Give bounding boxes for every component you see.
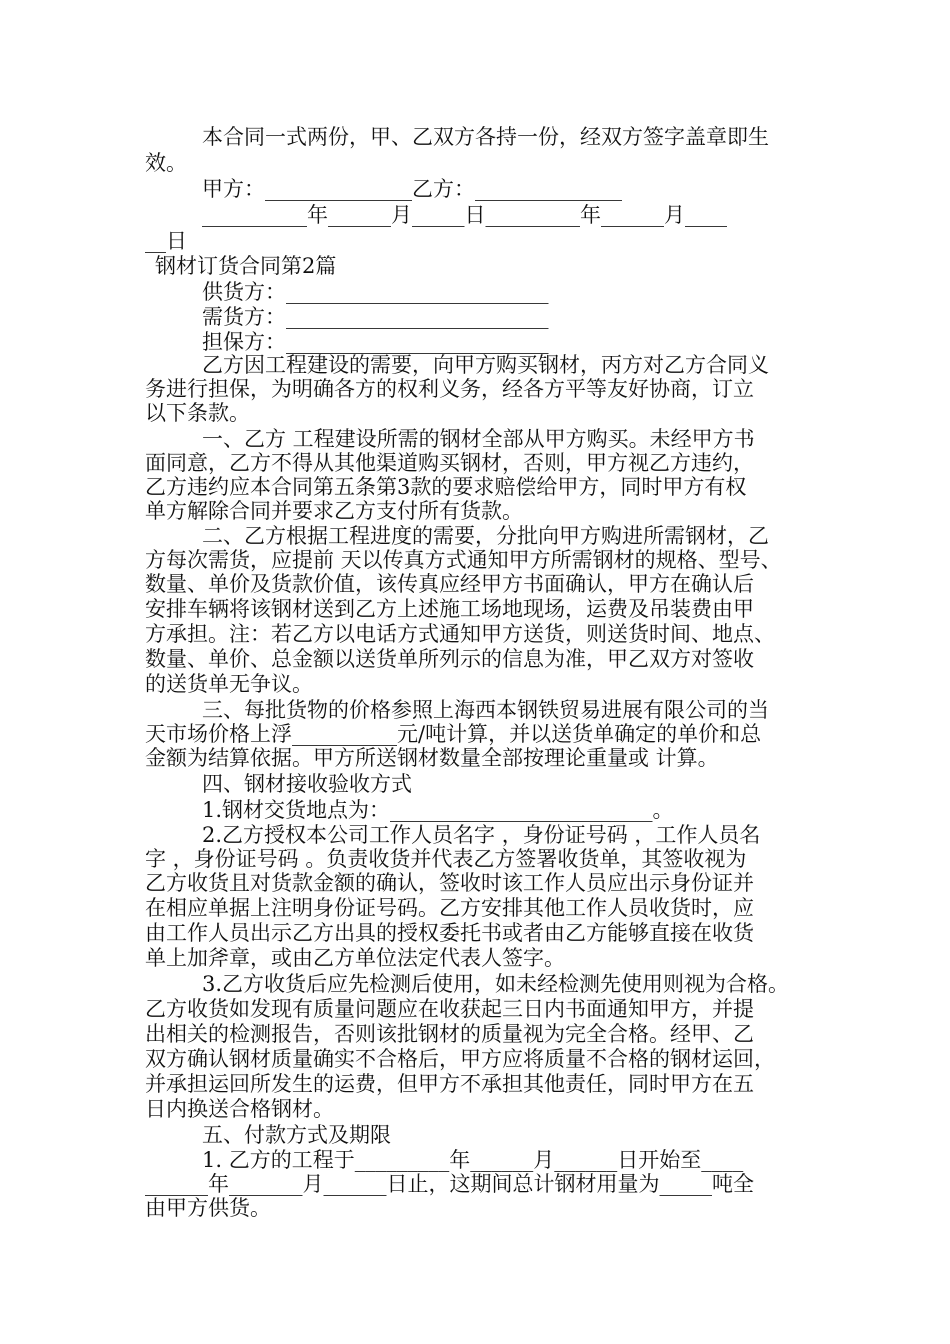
party-line: 需货方：_________________________ [202,305,549,329]
paragraph-line: 金额为结算依据。甲方所送钢材数量全部按理论重量或 计算。 [145,746,719,770]
date-line: __________年______月_____日_________年______月____ [202,203,727,227]
paragraph-line: 数量、单价、总金额以送货单所列示的信息为准，甲乙双方对签收 [145,647,754,671]
paragraph-line: 二、乙方根据工程进度的需要，分批向甲方购进所需钢材，乙 [202,524,769,548]
date-line: __日 [145,229,187,253]
paragraph-line: 本合同一式两份，甲、乙双方各持一份，经双方签字盖章即生 [202,125,769,149]
party-line: 担保方：_________________________ [202,330,549,354]
paragraph-line: 由甲方供货。 [145,1196,271,1220]
paragraph-line: 数量、单价及货款价值，该传真应经甲方书面确认，甲方在确认后 [145,572,754,596]
paragraph-line: ______年_______月______日止，这期间总计钢材用量为_____吨全 [145,1172,754,1196]
paragraph-line: 乙方违约应本合同第五条第3款的要求赔偿给甲方，同时甲方有权 [145,475,747,499]
paragraph-line: 三、每批货物的价格参照上海西本钢铁贸易进展有限公司的当 [202,698,769,722]
paragraph-line: 方每次需货，应提前 天以传真方式通知甲方所需钢材的规格、型号、 [145,548,782,572]
paragraph-line: 并承担运回所发生的运费，但甲方不承担其他责任，同时甲方在五 [145,1072,754,1096]
party-line: 供货方：_________________________ [202,280,549,304]
paragraph-line: 一、乙方 工程建设所需的钢材全部从甲方购买。未经甲方书 [202,427,755,451]
paragraph-line: 的送货单无争议。 [145,672,313,696]
paragraph-line: 安排车辆将该钢材送到乙方上述施工场地现场，运费及吊装费由甲 [145,597,754,621]
paragraph-line: 方承担。注：若乙方以电话方式通知甲方送货，则送货时间、地点、 [145,622,775,646]
paragraph-line: 面同意，乙方不得从其他渠道购买钢材，否则，甲方视乙方违约， [145,451,754,475]
paragraph-line: 天市场价格上浮__________元/吨计算，并以送货单确定的单价和总 [145,722,762,746]
paragraph-line: 双方确认钢材质量确实不合格后，甲方应将质量不合格的钢材运回， [145,1047,775,1071]
paragraph-line: 以下条款。 [145,401,250,425]
signature-line: 甲方：______________乙方：______________ [202,177,622,201]
paragraph-line: 乙方收货如发现有质量问题应在收获起三日内书面通知甲方，并提 [145,997,754,1021]
paragraph-line: 3.乙方收货后应先检测后使用，如未经检测先使用则视为合格。 [202,972,790,996]
paragraph-line: 1. 乙方的工程于_________年______月______日开始至____ [202,1148,744,1172]
section-title: 钢材订货合同第2篇 [155,254,337,278]
paragraph-line: 在相应单据上注明身份证号码。乙方安排其他工作人员收货时，应 [145,896,754,920]
paragraph-line: 日内换送合格钢材。 [145,1097,334,1121]
paragraph-line: 乙方收货且对货款金额的确认，签收时该工作人员应出示身份证并 [145,871,754,895]
paragraph-line: 1.钢材交货地点为：_________________________。 [202,798,674,822]
paragraph-line: 出相关的检测报告，否则该批钢材的质量视为完全合格。经甲、乙 [145,1022,754,1046]
paragraph-line: 务进行担保，为明确各方的权利义务，经各方平等友好协商，订立 [145,377,754,401]
paragraph-line: 由工作人员出示乙方出具的授权委托书或者由乙方能够直接在收货 [145,921,754,945]
paragraph-line: 单方解除合同并要求乙方支付所有货款。 [145,499,523,523]
paragraph-line: 效。 [145,151,187,175]
paragraph-line: 乙方因工程建设的需要，向甲方购买钢材，丙方对乙方合同义 [202,353,769,377]
paragraph-line: 单上加斧章，或由乙方单位法定代表人签字。 [145,946,565,970]
section-heading: 四、钢材接收验收方式 [202,772,412,796]
section-heading: 五、付款方式及期限 [202,1123,391,1147]
paragraph-line: 字 ，身份证号码 。负责收货并代表乙方签署收货单，其签收视为 [145,847,747,871]
paragraph-line: 2.乙方授权本公司工作人员名字 ，身份证号码 ，工作人员名 [202,823,761,847]
